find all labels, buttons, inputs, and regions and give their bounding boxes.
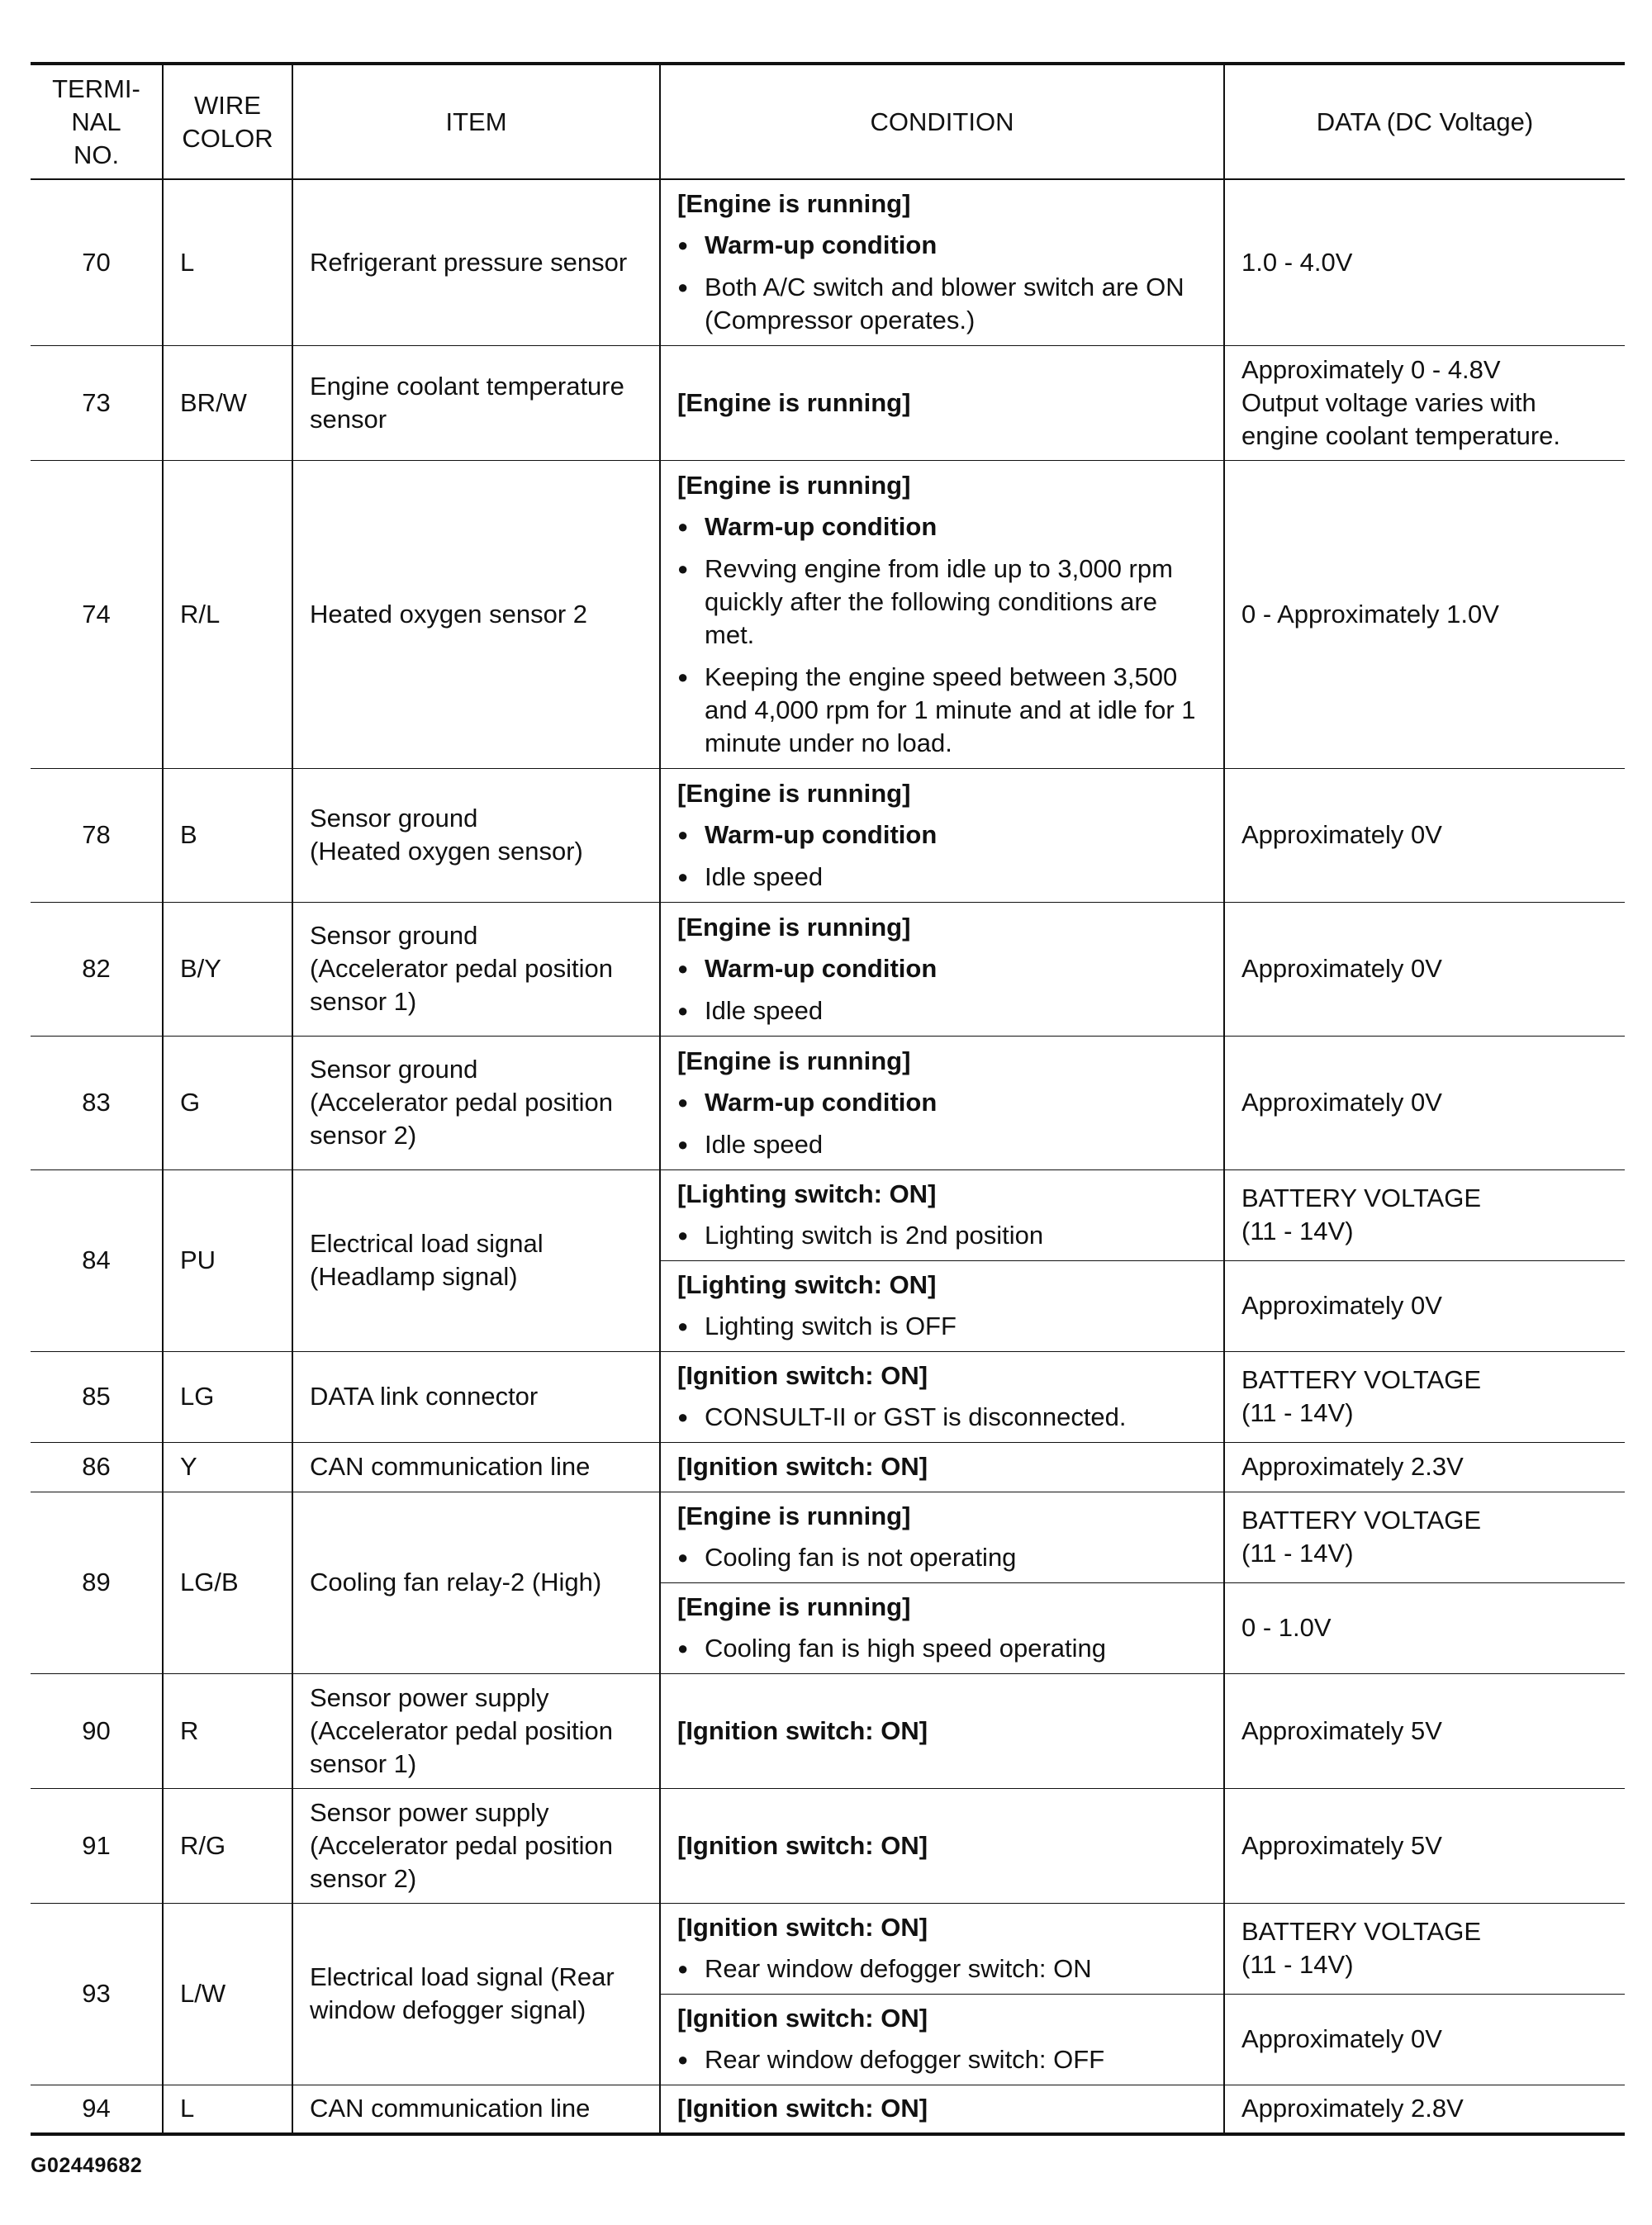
condition-bullet [677,1219,1207,1252]
item-name [292,1442,660,1492]
bullet-dot-icon: ● [677,557,689,579]
header-line: ITEM [445,107,507,136]
bullet-text: Rear window defogger switch: ON [705,1954,1092,1983]
condition-bullet [677,861,1207,894]
condition-cell [660,460,1224,768]
header-line: NAL [71,107,121,136]
text-line: Approximately 5V [1241,1715,1442,1745]
table-row [31,1169,1625,1260]
wire-color: L [163,2085,292,2134]
bullet-dot-icon: ● [677,235,689,256]
voltage-data [1224,1169,1625,1260]
text-line: DATA link connector [310,1382,539,1411]
condition-bullet [677,271,1207,337]
condition-heading: [Ignition switch: ON] [677,1361,928,1390]
text-line: (11 - 14V) [1241,1539,1354,1568]
terminal-number: 91 [31,1788,163,1903]
text-line: Sensor power supply [310,1682,549,1712]
voltage-data [1224,345,1625,460]
wire-color: B [163,768,292,902]
condition-bullet [677,1086,1207,1119]
condition-heading: [Engine is running] [677,1592,911,1621]
figure-id: G02449682 [31,2154,143,2177]
condition-cell [660,2085,1224,2134]
terminal-number: 94 [31,2085,163,2134]
wire-color: G [163,1036,292,1169]
condition-heading: [Ignition switch: ON] [677,2004,928,2033]
table-row [31,1351,1625,1442]
condition-cell [660,1351,1224,1442]
condition-cell [660,768,1224,902]
voltage-data [1224,1351,1625,1442]
header-line: DATA (DC Voltage) [1316,107,1534,136]
text-line: (11 - 14V) [1241,1217,1354,1245]
condition-cell [660,1582,1224,1673]
condition-heading: [Engine is running] [677,387,911,417]
bullet-text: Revving engine from idle up to 3,000 rpm quickly after the following conditions are met. [705,553,1173,649]
item-name [292,2085,660,2134]
bullet-text: Lighting switch is 2nd position [705,1221,1044,1250]
condition-bullet [677,952,1207,985]
bullet-text: Rear window defogger switch: OFF [705,2045,1105,2074]
table-row [31,1788,1625,1903]
text-line: Electrical load signal [310,1229,544,1258]
header-line: WIRE [194,90,261,120]
bullet-dot-icon: ● [677,866,689,887]
item-name [292,460,660,768]
condition-bullet [677,1128,1207,1161]
text-line: Electrical load signal (Rear window defogger signal) [310,1962,615,2024]
voltage-data [1224,1442,1625,1492]
text-line: CAN communication line [310,1452,591,1481]
terminal-number: 93 [31,1903,163,2085]
item-name [292,902,660,1036]
voltage-data [1224,179,1625,345]
text-line: BATTERY VOLTAGE [1241,1365,1481,1394]
table-row [31,768,1625,902]
item-name [292,1492,660,1673]
text-line: (Heated oxygen sensor) [310,837,583,866]
header-line: CONDITION [870,107,1014,136]
header-line: NO. [73,140,120,169]
text-line: 0 - Approximately 1.0V [1241,599,1499,629]
bullet-dot-icon: ● [677,1225,689,1245]
terminal-number: 83 [31,1036,163,1169]
condition-heading: [Ignition switch: ON] [677,1913,928,1942]
condition-cell [660,1260,1224,1351]
bullet-dot-icon: ● [677,1958,689,1979]
bullet-text: Warm-up condition [705,1087,938,1117]
condition-heading: [Engine is running] [677,912,911,942]
voltage-data [1224,1260,1625,1351]
text-line: Approximately 0V [1241,2024,1442,2053]
item-name [292,1169,660,1351]
wire-color: PU [163,1169,292,1351]
condition-heading: [Engine is running] [677,189,911,219]
condition-heading: [Engine is running] [677,470,911,500]
terminal-number: 90 [31,1673,163,1788]
text-line: 0 - 1.0V [1241,1613,1332,1642]
item-name [292,179,660,345]
bullet-text: Warm-up condition [705,511,938,541]
terminal-number: 73 [31,345,163,460]
text-line: Heated oxygen sensor 2 [310,599,588,629]
condition-bullet [677,510,1207,543]
bullet-dot-icon: ● [677,999,689,1021]
text-line: Sensor ground [310,921,478,950]
bullet-dot-icon: ● [677,1407,689,1427]
condition-cell [660,345,1224,460]
header-row [31,64,1625,179]
condition-heading: [Engine is running] [677,1046,911,1075]
header-line: COLOR [182,123,273,153]
condition-bullet [677,994,1207,1027]
condition-bullet [677,1401,1207,1434]
table-row [31,345,1625,460]
condition-cell [660,1994,1224,2085]
wire-color: R [163,1673,292,1788]
voltage-data [1224,768,1625,902]
bullet-dot-icon: ● [677,515,689,537]
terminal-number: 74 [31,460,163,768]
bullet-text: Idle speed [705,1129,824,1159]
bullet-dot-icon: ● [677,2049,689,2070]
condition-bullet [677,1632,1207,1665]
item-name [292,1788,660,1903]
condition-bullet [677,553,1207,652]
condition-heading: [Ignition switch: ON] [677,1715,928,1745]
bullet-text: Warm-up condition [705,819,938,849]
text-line: Sensor power supply [310,1797,549,1827]
text-line: 1.0 - 4.0V [1241,247,1353,277]
terminal-data-table [31,62,1625,2136]
text-line: BATTERY VOLTAGE [1241,1184,1481,1212]
item-name [292,1036,660,1169]
bullet-text: Lighting switch is OFF [705,1312,957,1340]
voltage-data [1224,1673,1625,1788]
condition-heading: [Ignition switch: ON] [677,2094,928,2123]
condition-heading: [Engine is running] [677,778,911,808]
bullet-dot-icon: ● [677,1638,689,1658]
header-item [292,64,660,179]
header-line: TERMI- [52,74,140,103]
bullet-text: Idle speed [705,995,824,1025]
terminal-number: 86 [31,1442,163,1492]
voltage-data [1224,1994,1625,2085]
table-row [31,1492,1625,1582]
text-line: (Headlamp signal) [310,1262,518,1291]
condition-cell [660,1903,1224,1994]
bullet-dot-icon: ● [677,957,689,979]
text-line: (Accelerator pedal position sensor 1) [310,954,614,1016]
item-name [292,1351,660,1442]
wire-color: BR/W [163,345,292,460]
terminal-number: 89 [31,1492,163,1673]
text-line: Approximately 0V [1241,820,1442,849]
wire-color: L/W [163,1903,292,2085]
condition-bullet [677,818,1207,852]
condition-bullet [677,1310,1207,1343]
condition-bullet [677,2043,1207,2076]
text-line: (Accelerator pedal position sensor 1) [310,1715,614,1778]
bullet-text: Cooling fan is not operating [705,1543,1017,1572]
condition-cell [660,179,1224,345]
condition-cell [660,1492,1224,1582]
wire-color: R/L [163,460,292,768]
terminal-number: 82 [31,902,163,1036]
condition-heading: [Ignition switch: ON] [677,1830,928,1860]
condition-cell [660,1036,1224,1169]
wire-color: R/G [163,1788,292,1903]
condition-bullet [677,1541,1207,1574]
voltage-data [1224,902,1625,1036]
bullet-text: CONSULT-II or GST is disconnected. [705,1402,1127,1431]
text-line: Approximately 0V [1241,954,1442,983]
condition-bullet [677,229,1207,262]
header-data [1224,64,1625,179]
bullet-text: Warm-up condition [705,953,938,983]
condition-bullet [677,1952,1207,1985]
text-line: (11 - 14V) [1241,1950,1354,1979]
text-line: Engine coolant temperature sensor [310,371,624,434]
table-row [31,460,1625,768]
text-line: Refrigerant pressure sensor [310,247,628,277]
table-row [31,1903,1625,1994]
text-line: (Accelerator pedal position sensor 2) [310,1830,614,1893]
voltage-data [1224,460,1625,768]
table-row [31,902,1625,1036]
bullet-dot-icon: ● [677,1133,689,1155]
text-line: Output voltage varies with engine coolant temperature. [1241,387,1561,450]
terminal-number: 85 [31,1351,163,1442]
terminal-number: 78 [31,768,163,902]
text-line: Cooling fan relay-2 (High) [310,1568,602,1596]
wire-color: B/Y [163,902,292,1036]
voltage-data [1224,1036,1625,1169]
condition-cell [660,1673,1224,1788]
table-row [31,1442,1625,1492]
item-name [292,1903,660,2085]
condition-heading: [Ignition switch: ON] [677,1452,928,1481]
item-name [292,345,660,460]
terminal-number: 84 [31,1169,163,1351]
table-row [31,1036,1625,1169]
bullet-dot-icon: ● [677,1316,689,1336]
bullet-dot-icon: ● [677,277,689,298]
bullet-dot-icon: ● [677,1547,689,1568]
header-terminal-no [31,64,163,179]
text-line: (11 - 14V) [1241,1398,1354,1427]
text-line: BATTERY VOLTAGE [1241,1506,1481,1535]
item-name [292,1673,660,1788]
condition-cell [660,1788,1224,1903]
text-line: Sensor ground [310,1055,478,1084]
bullet-text: Idle speed [705,861,824,891]
text-line: Approximately 2.8V [1241,2094,1464,2123]
text-line: Sensor ground [310,804,478,833]
condition-cell [660,902,1224,1036]
bullet-text: Warm-up condition [705,230,938,260]
condition-cell [660,1442,1224,1492]
condition-bullet [677,661,1207,760]
text-line: (Accelerator pedal position sensor 2) [310,1088,614,1150]
text-line: Approximately 0 - 4.8V [1241,354,1501,384]
table-row [31,179,1625,345]
condition-heading: [Lighting switch: ON] [677,1179,937,1208]
item-name [292,768,660,902]
bullet-text: Cooling fan is high speed operating [705,1634,1107,1663]
text-line: CAN communication line [310,2094,591,2123]
text-line: Approximately 0V [1241,1291,1442,1320]
bullet-dot-icon: ● [677,823,689,845]
bullet-text: Both A/C switch and blower switch are ON (Compressor operates.) [705,273,1184,335]
table-row [31,1673,1625,1788]
header-wire-color [163,64,292,179]
table-row [31,2085,1625,2134]
wire-color: L [163,179,292,345]
wire-color: LG [163,1351,292,1442]
voltage-data [1224,1582,1625,1673]
condition-cell [660,1169,1224,1260]
bullet-dot-icon: ● [677,666,689,687]
text-line: Approximately 2.3V [1241,1452,1464,1481]
voltage-data [1224,1788,1625,1903]
bullet-dot-icon: ● [677,1091,689,1112]
bullet-text: Keeping the engine speed between 3,500 and 4,000 rpm for 1 minute and at idle for 1 minute under no load. [705,662,1196,757]
voltage-data [1224,2085,1625,2134]
terminal-number: 70 [31,179,163,345]
condition-heading: [Engine is running] [677,1502,911,1530]
wire-color: LG/B [163,1492,292,1673]
text-line: Approximately 0V [1241,1088,1442,1117]
text-line: BATTERY VOLTAGE [1241,1917,1481,1946]
voltage-data [1224,1903,1625,1994]
text-line: Approximately 5V [1241,1830,1442,1860]
voltage-data [1224,1492,1625,1582]
header-condition [660,64,1224,179]
wire-color: Y [163,1442,292,1492]
condition-heading: [Lighting switch: ON] [677,1270,937,1299]
